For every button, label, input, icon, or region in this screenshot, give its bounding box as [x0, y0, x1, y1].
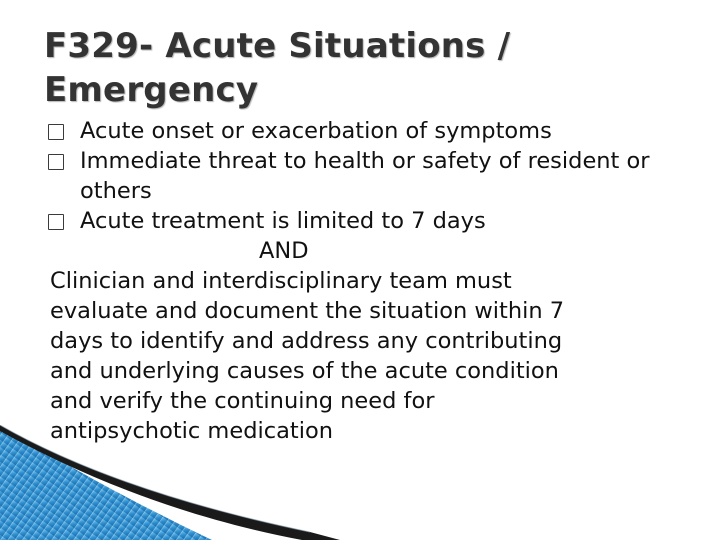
paragraph-line: and verify the continuing need for [50, 388, 435, 414]
decorative-swoosh [0, 425, 720, 540]
paragraph-line: antipsychotic medication [50, 418, 333, 444]
slide-title-line-2: Emergency [44, 70, 259, 110]
slide-title-line-1: F329- Acute Situations / [44, 26, 511, 66]
checkbox-bullet-icon [48, 124, 64, 140]
checkbox-bullet-icon [48, 214, 64, 230]
requirement-paragraph [50, 266, 672, 446]
checkbox-bullet-icon [48, 154, 64, 170]
bullet-item-treatment-limit [52, 206, 672, 236]
paragraph-line: and underlying causes of the acute condition [50, 358, 559, 384]
bullet-item-immediate-threat [52, 146, 672, 206]
bullet-text: Immediate threat to health or safety of resident or others [80, 148, 650, 204]
bullet-text: Acute treatment is limited to 7 days [80, 208, 486, 234]
paragraph-line: Clinician and interdisciplinary team must [50, 268, 512, 294]
bullet-item-acute-onset [52, 116, 672, 146]
bullet-list [52, 116, 672, 236]
paragraph-line: evaluate and document the situation within 7 [50, 298, 565, 324]
slide-title [44, 24, 664, 112]
and-connector: AND [259, 238, 309, 264]
bullet-text: Acute onset or exacerbation of symptoms [80, 118, 552, 144]
slide-body [52, 116, 672, 446]
paragraph-line: days to identify and address any contributing [50, 328, 563, 354]
